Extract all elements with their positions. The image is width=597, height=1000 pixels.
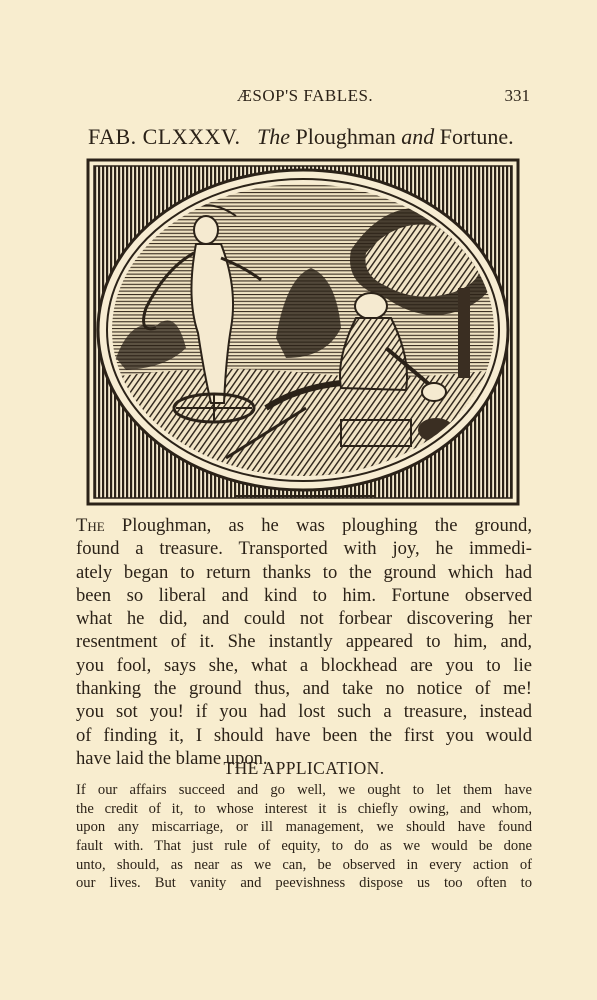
application-line: If our affairs succeed and go well, we ought to let them have — [76, 782, 532, 798]
running-title: ÆSOP'S FABLES. — [236, 86, 374, 105]
fable-title-the: The — [257, 124, 290, 149]
body-line — [76, 514, 532, 537]
application-line: unto, should, as near as we can, be observed in every action of — [76, 856, 532, 873]
page-number: 331 — [504, 86, 530, 105]
application-heading: THE APPLICATION. — [223, 758, 385, 778]
application-line: upon any miscarriage, or ill management, we should have found — [76, 819, 532, 836]
body-line: you fool, says she, what a blockhead are you to lie — [76, 654, 532, 676]
application-body — [76, 781, 532, 893]
fable-title-fortune: Fortune. — [439, 124, 514, 149]
body-line: ately began to return thanks to the ground which had — [76, 561, 532, 583]
fable-title-ploughman: Ploughman — [295, 124, 396, 149]
fable-title-and: and — [401, 124, 435, 149]
body-line: have laid the blame upon. — [76, 747, 268, 769]
body-line: thanking the ground thus, and take no notice of me! — [76, 678, 532, 700]
body-line-text: Ploughman, as he was ploughing the ground, — [104, 515, 532, 536]
fable-body — [76, 514, 532, 770]
application-line: our lives. But vanity and peevishness dispose us too often to — [76, 875, 532, 892]
body-line: been so liberal and kind to him. Fortune observed — [76, 584, 532, 606]
application-line: fault with. That just rule of equity, to do as we would be done — [76, 838, 532, 855]
application-line: the credit of it, to whose interest it is chiefly owing, and whom, — [76, 800, 532, 817]
body-line: found a treasure. Transported with joy, he immedi- — [76, 538, 532, 560]
running-head — [80, 86, 530, 112]
woodcut-illustration — [86, 158, 520, 506]
fable-title — [88, 124, 528, 150]
fable-number: FAB. CLXXXV. — [88, 124, 241, 149]
body-first-word: The — [76, 515, 105, 536]
body-line: of finding it, I should have been the first you would — [76, 724, 532, 746]
body-line: what he did, and could not forbear discovering her — [76, 608, 532, 630]
body-line: resentment of it. She instantly appeared to him, and, — [76, 631, 532, 653]
body-line: you sot you! if you had lost such a treasure, instead — [76, 701, 532, 723]
